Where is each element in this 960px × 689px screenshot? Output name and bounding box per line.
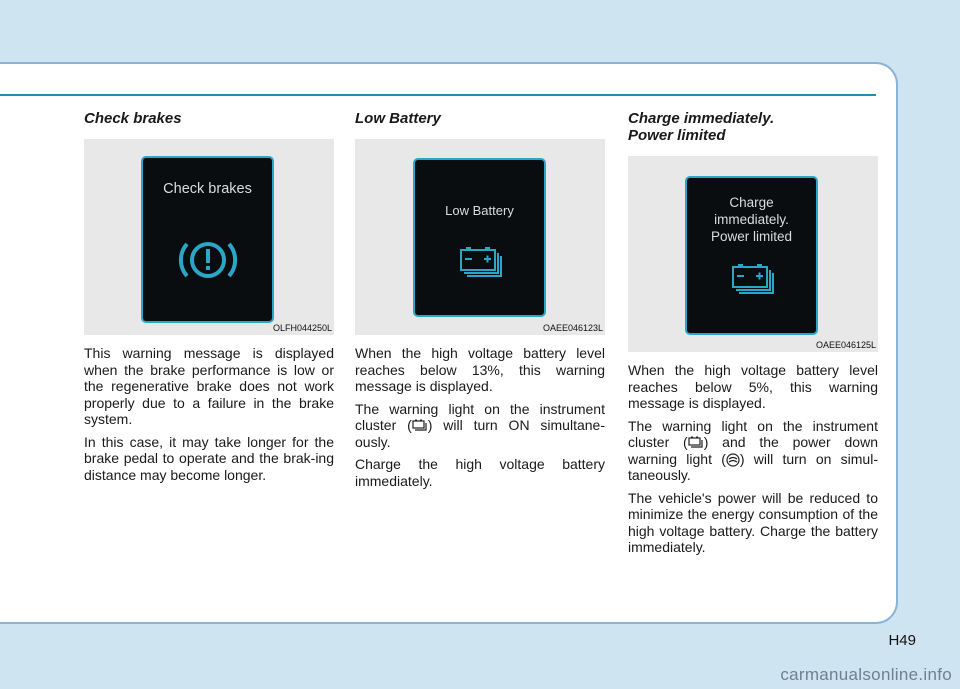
cluster-display	[413, 158, 546, 317]
paragraph: Charge the high voltage battery immediately.	[355, 456, 605, 489]
text-span: The warning light on the instrument cluster (	[355, 400, 605, 433]
image-code: OAEE046123L	[542, 323, 603, 333]
page-number: H49	[888, 632, 916, 649]
power-down-icon	[726, 453, 740, 467]
screen-message: Low Battery	[445, 203, 514, 218]
section-body	[84, 345, 334, 483]
text-span: The warning light on the instrument cluster (	[628, 417, 878, 450]
paragraph: When the high voltage battery level reaches below 13%, this warning message is displayed.	[355, 345, 605, 394]
screen-line: Power limited	[710, 229, 793, 244]
screen-line: Charge	[729, 195, 774, 210]
section-body	[355, 345, 605, 489]
paragraph: When the high voltage battery level reaches below 5%, this warning message is displayed.	[628, 362, 878, 411]
figure-charge-immediately	[628, 156, 878, 352]
heading-line: Charge immediately.	[628, 110, 775, 127]
battery-warning-icon	[688, 435, 704, 450]
paragraph: The vehicle's power will be reduced to minimize the energy consumption of the high voltage battery. Charge the battery immediately.	[628, 489, 878, 555]
paragraph	[628, 418, 878, 484]
section-heading: Check brakes	[84, 110, 182, 127]
screen-line: immediately.	[714, 212, 789, 227]
watermark: carmanualsonline.info	[780, 665, 952, 684]
text-span: ) will turn on simul-taneously.	[628, 450, 878, 483]
screen-message: Check brakes	[163, 181, 252, 197]
screen-message	[687, 194, 816, 245]
text-span: ) will turn ON simultane-ously.	[355, 417, 605, 450]
paragraph: In this case, it may take longer for the brake pedal to operate and the brak-ing distance may become longer.	[84, 433, 334, 483]
section-heading: Low Battery	[355, 110, 441, 127]
battery-warning-icon	[412, 418, 428, 433]
section-low-battery	[355, 110, 605, 495]
image-code: OAEE046125L	[815, 340, 876, 350]
cluster-display	[685, 176, 818, 335]
section-charge-immediately	[628, 110, 878, 562]
image-code: OLFH044250L	[272, 323, 332, 333]
paragraph	[355, 401, 605, 451]
header-rule	[0, 94, 876, 96]
brake-warning-icon	[178, 234, 238, 286]
figure-low-battery	[355, 139, 605, 335]
battery-warning-icon	[727, 259, 777, 295]
heading-line: Power limited	[628, 127, 726, 144]
paragraph: This warning message is displayed when the brake performance is low or the regenerative brake does not work properly due to a failure in the brake system.	[84, 345, 334, 427]
text-span: ) and the power down warning light (	[628, 434, 878, 467]
section-body	[628, 362, 878, 556]
section-heading	[628, 110, 878, 144]
cluster-display	[141, 156, 274, 323]
section-check-brakes	[84, 110, 334, 489]
battery-warning-icon	[455, 242, 505, 278]
figure-check-brakes	[84, 139, 334, 335]
